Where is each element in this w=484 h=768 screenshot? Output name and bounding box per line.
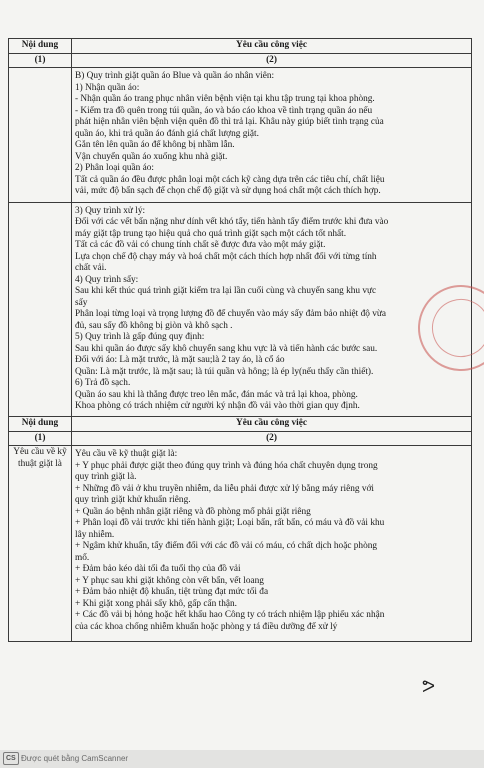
text-line: + Phân loại đồ vải trước khi tiến hành giặt; Loại bẩn, rất bẩn, có máu và đồ vải khu — [75, 518, 385, 529]
text-line: vải, mức độ bẩn sạch để chọn chế độ giặt và sử dụng hoá chất một cách thích hợp. — [75, 186, 381, 197]
scanner-footer-text: Được quét bằng CamScanner — [20, 754, 129, 763]
row-label-empty — [9, 68, 72, 203]
text-line: 5) Quy trình là gấp đúng quy định: — [75, 332, 205, 343]
text-line: sấy — [75, 297, 88, 308]
text-line: + Ngâm khử khuẩn, tẩy điểm đối với các đồ vải có máu, có chất dịch hoặc phòng — [75, 541, 378, 552]
text-line: 2) Phân loại quần áo: — [75, 163, 155, 174]
column-number-1: (1) — [9, 431, 72, 446]
text-line: máy giặt tập trung tạo hiệu quả cho quá trình giặt sạch một cách tốt nhất. — [75, 228, 347, 239]
text-line: Tất cả các đồ vải có chung tính chất sẽ được đưa vào một máy giặt. — [75, 240, 326, 251]
text-line: + Đảm bảo kéo dài tối đa tuổi thọ của đồ vải — [75, 564, 241, 575]
text-line: 1) Nhận quần áo: — [75, 82, 140, 93]
text-line: 6) Trả đồ sạch. — [75, 378, 131, 389]
column-number-1: (1) — [9, 53, 72, 68]
text-line: - Kiểm tra đồ quên trong túi quần, áo và báo cáo khoa về tình trạng quần áo nếu — [75, 105, 373, 116]
header-requirements-label: Yêu cầu công việc — [72, 416, 472, 431]
text-line: Khoa phòng có trách nhiệm cử người ký nhận đồ vải vào thời gian quy định. — [75, 401, 360, 412]
text-line: + Khi giặt xong phải sấy khô, gấp cẩn thận. — [75, 598, 237, 609]
camscanner-logo-icon: CS — [3, 752, 19, 765]
text-line: của các khoa chống nhiễm khuẩn hoặc phòng y tá điều dưỡng để xử lý — [75, 621, 338, 632]
text-line: Sau khi kết thúc quá trình giặt kiểm tra lại lần cuối cùng và chuyển sang khu vực — [75, 286, 377, 297]
text-line: Gắn tên lên quần áo để không bị nhầm lẫn. — [75, 140, 235, 151]
section-b-cell — [72, 68, 472, 203]
text-line: Lựa chọn chế độ chạy máy và hoá chất một cách thích hợp nhất đối với từng tính — [75, 251, 377, 262]
table1-header-row — [9, 39, 472, 54]
text-line: Tất cả quần áo đều được phân loại một cách kỹ càng dựa trên các tiêu chí, chất liệu — [75, 174, 385, 185]
text-line: Đối với các vết bẩn nặng như dính vết khó tẩy, tiến hành tẩy điểm trước khi đưa vào — [75, 217, 389, 228]
section-c-cell — [72, 202, 472, 416]
row-label-empty — [9, 202, 72, 416]
text-line: B) Quy trình giặt quần áo Blue và quần áo nhân viên: — [75, 71, 275, 82]
column-number-2: (2) — [72, 53, 472, 68]
text-line: Phân loại từng loại và trọng lượng đồ để chuyển vào máy sấy đảm bảo nhiệt độ vừa — [75, 309, 387, 320]
scanner-footer — [0, 750, 484, 768]
text-line: quy trình giặt là. — [75, 472, 137, 483]
text-line: + Đảm bảo nhiệt độ khuẩn, tiệt trùng đạt mức tối đa — [75, 587, 269, 598]
text-line: Vận chuyển quần áo xuống khu nhà giặt. — [75, 151, 228, 162]
text-line: + Quần áo bệnh nhân giặt riêng và đồ phòng mổ phải giặt riêng — [75, 506, 311, 517]
text-line: phát hiện nhân viên bệnh viện quên đồ thì trả lại. Khâu này giúp biết tình trạng của — [75, 117, 384, 128]
header-content-label: Nội dung — [9, 416, 72, 431]
text-line: + Y phục phải được giặt theo đúng quy trình và đúng hóa chất chuyên dụng trong — [75, 460, 378, 471]
text-line: 3) Quy trình xử lý: — [75, 205, 146, 216]
text-line: 4) Quy trình sấy: — [75, 274, 139, 285]
technique-cell — [72, 446, 472, 642]
header-requirements-label: Yêu cầu công việc — [72, 39, 472, 54]
text-line: Đối với áo: Là mặt trước, là mặt sau;là 2 tay áo, là cổ áo — [75, 355, 285, 366]
table2-number-row — [9, 431, 472, 446]
text-line: Quần: Là mặt trước, là mặt sau; là túi quần và hông; là ép ly(nếu thấy cần thiết). — [75, 366, 374, 377]
text-line: đủ, sau sấy đồ không bị giòn và khô sạch . — [75, 320, 233, 331]
column-number-2: (2) — [72, 431, 472, 446]
text-line: quy trình giặt khử khuẩn riêng. — [75, 495, 191, 506]
header-content-label: Nội dung — [9, 39, 72, 54]
table1-row-b — [9, 68, 472, 203]
text-line: mổ. — [75, 552, 90, 563]
text-line: Yêu cầu về kỹ thuật giặt là: — [75, 449, 178, 460]
text-line: + Y phục sau khi giặt không còn vết bẩn, vết loang — [75, 575, 264, 586]
text-line: lây nhiễm. — [75, 529, 115, 540]
table1-number-row — [9, 53, 472, 68]
table1-row-c — [9, 202, 472, 416]
text-line: chất vải. — [75, 263, 107, 274]
text-line: - Nhận quần áo trang phục nhân viên bệnh viện tại khu tập trung tại khoa phòng. — [75, 94, 375, 105]
handwritten-mark: ᕗ — [422, 676, 436, 697]
text-line: quần áo, khi trả quần áo đánh giá chất lượng giặt. — [75, 128, 259, 139]
requirements-table — [8, 38, 472, 642]
table2-header-row — [9, 416, 472, 431]
text-line: + Những đồ vải ở khu truyền nhiễm, da liễu phải được xử lý bằng máy riêng với — [75, 483, 374, 494]
seal-inner-ring — [424, 291, 484, 364]
text-line: Sau khi quần áo được sấy khô chuyển sang khu vực là và tiến hành các bước sau. — [75, 343, 378, 354]
row-label-technique: Yêu cầu về kỹ thuật giặt là — [9, 446, 72, 642]
text-line: + Các đồ vải bị hỏng hoặc hết khấu hao Công ty có trách nhiệm lập phiếu xác nhận — [75, 610, 385, 621]
table2-row-technique — [9, 446, 472, 642]
text-line: Quần áo sau khi là thẳng được treo lên mắc, đán mác và trả lại khoa, phòng. — [75, 389, 358, 400]
